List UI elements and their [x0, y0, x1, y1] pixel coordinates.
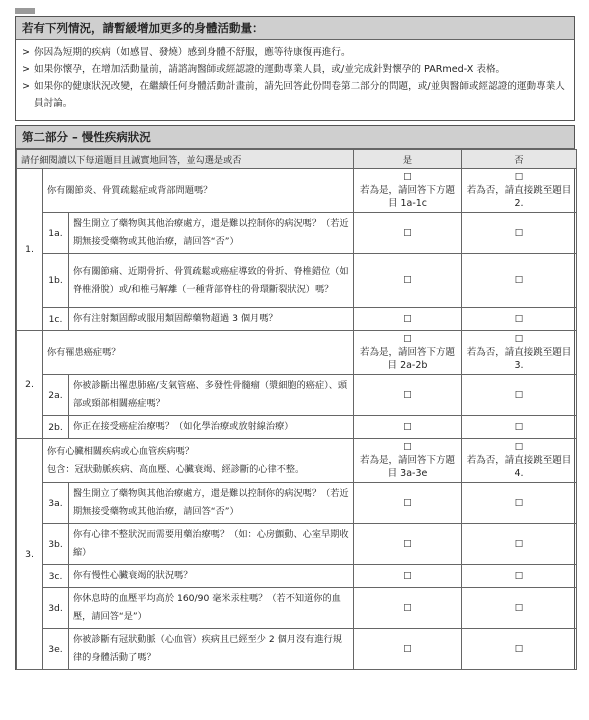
- subquestion-id: 3c.: [43, 565, 69, 588]
- subquestion-id: 3d.: [43, 588, 69, 629]
- subquestion-id: 1c.: [43, 308, 69, 331]
- subquestion-text: 你被診斷出罹患肺癌/支氣管癌、多發性骨髓瘤（漿細胞的癌症）、頭部或頸部相關癌症嗎？: [69, 375, 354, 416]
- yes-checkbox[interactable]: ☐: [354, 483, 462, 524]
- question-text-cell: [43, 439, 354, 483]
- yes-checkbox[interactable]: ☐: [403, 442, 412, 453]
- question-row-1: [17, 169, 577, 213]
- subquestion-id: 2b.: [43, 416, 69, 439]
- subquestion-text: 醫生開立了藥物與其他治療處方，還是難以控制你的病況嗎？（若近期無接受藥物或其他治療，請回答“否”）: [69, 483, 354, 524]
- question-text: 你有罹患癌症嗎？: [43, 331, 354, 375]
- top-marker: [15, 8, 35, 14]
- yes-checkbox[interactable]: ☐: [354, 524, 462, 565]
- subquestion-row-2a: [17, 375, 577, 416]
- question-row-3: [17, 439, 577, 483]
- yes-checkbox[interactable]: ☐: [354, 213, 462, 254]
- no-checkbox[interactable]: ☐: [462, 254, 577, 308]
- subquestion-row-1c: [17, 308, 577, 331]
- arrow-icon: >: [22, 47, 31, 58]
- no-checkbox[interactable]: ☐: [462, 524, 577, 565]
- question-subtext: 包含：冠狀動脈疾病、高血壓、心臟衰竭、經診斷的心律不整。: [47, 463, 305, 475]
- no-checkbox[interactable]: ☐: [462, 483, 577, 524]
- subquestion-row-3e: [17, 629, 577, 670]
- no-checkbox[interactable]: ☐: [462, 308, 577, 331]
- caution-item: [22, 44, 568, 61]
- yes-cell: [354, 439, 462, 483]
- arrow-icon: >: [22, 64, 31, 75]
- subquestion-id: 3e.: [43, 629, 69, 670]
- question-number: 2.: [17, 331, 43, 439]
- yes-checkbox[interactable]: ☐: [354, 565, 462, 588]
- subquestion-text: 醫生開立了藥物與其他治療處方，還是難以控制你的病況嗎？（若近期無接受藥物或其他治療，請回答“否”）: [69, 213, 354, 254]
- caution-text: 如果你懷孕，在增加活動量前，請諮詢醫師或經認證的運動專業人員，或/並完成針對懷孕的 PARmed-X 表格。: [34, 64, 506, 75]
- caution-heading: 若有下列情況，請暫緩增加更多的身體活動量：: [16, 17, 574, 40]
- subquestion-text: 你正在接受癌症治療嗎？（如化學治療或放射線治療）: [69, 416, 354, 439]
- subquestion-text: 你休息時的血壓平均高於 160/90 毫米汞柱嗎？（若不知道你的血壓，請回答“是”）: [69, 588, 354, 629]
- yes-cell: [354, 169, 462, 213]
- question-text: 你有關節炎、骨質疏鬆症或背部問題嗎？: [43, 169, 354, 213]
- subquestion-id: 3b.: [43, 524, 69, 565]
- instructions-text: 請仔細閱讀以下每道題目且誠實地回答，並勾選是或否: [17, 150, 354, 169]
- subquestion-text: 你被診斷有冠狀動脈（心血管）疾病且已經至少 2 個月沒有進行規律的身體活動了嗎？: [69, 629, 354, 670]
- no-note: 若為否，請直接跳至題目 3.: [466, 347, 572, 371]
- caution-list: [16, 40, 574, 120]
- no-note: 若為否，請直接跳至題目 4.: [466, 455, 572, 479]
- caution-item: [22, 78, 568, 112]
- yes-checkbox[interactable]: ☐: [354, 629, 462, 670]
- caution-item: [22, 61, 568, 78]
- yes-cell: [354, 331, 462, 375]
- yes-note: 若為是，請回答下方題目 3a-3e: [359, 455, 455, 479]
- yes-checkbox[interactable]: ☐: [354, 416, 462, 439]
- yes-column-header: 是: [354, 150, 462, 169]
- subquestion-id: 1b.: [43, 254, 69, 308]
- no-checkbox[interactable]: ☐: [462, 588, 577, 629]
- yes-checkbox[interactable]: ☐: [354, 588, 462, 629]
- question-row-2: [17, 331, 577, 375]
- subquestion-row-3d: [17, 588, 577, 629]
- no-checkbox[interactable]: ☐: [462, 375, 577, 416]
- no-checkbox[interactable]: ☐: [514, 172, 524, 183]
- subquestion-text: 你有心律不整狀況而需要用藥治療嗎？（如：心房顫動、心室早期收縮）: [69, 524, 354, 565]
- yes-checkbox[interactable]: ☐: [354, 308, 462, 331]
- no-checkbox[interactable]: ☐: [462, 629, 577, 670]
- questions-table: [16, 149, 577, 670]
- question-number: 3.: [17, 439, 43, 670]
- yes-checkbox[interactable]: ☐: [403, 334, 412, 345]
- subquestion-row-3b: [17, 524, 577, 565]
- question-number: 1.: [17, 169, 43, 331]
- subquestion-row-1b: [17, 254, 577, 308]
- yes-checkbox[interactable]: ☐: [354, 375, 462, 416]
- no-checkbox[interactable]: ☐: [462, 213, 577, 254]
- part2-title: 第二部分 – 慢性疾病狀況: [16, 126, 574, 149]
- no-checkbox[interactable]: ☐: [514, 334, 524, 345]
- arrow-icon: >: [22, 81, 31, 92]
- subquestion-text: 你有慢性心臟衰竭的狀況嗎？: [69, 565, 354, 588]
- subquestion-id: 2a.: [43, 375, 69, 416]
- subquestion-row-3a: [17, 483, 577, 524]
- yes-note: 若為是，請回答下方題目 1a-1c: [359, 185, 455, 209]
- no-checkbox[interactable]: ☐: [514, 442, 524, 453]
- no-checkbox[interactable]: ☐: [462, 565, 577, 588]
- caution-text: 如果你的健康狀況改變，在繼續任何身體活動計畫前，請先回答此份問卷第二部分的問題，或/並與醫師或經認證的運動專業人員討論。: [34, 81, 565, 109]
- subquestion-row-3c: [17, 565, 577, 588]
- subquestion-id: 1a.: [43, 213, 69, 254]
- subquestion-text: 你有關節痛、近期骨折、骨質疏鬆或癌症導致的骨折、脊椎錯位（如脊椎滑脫）或/和椎弓解離（一種背部脊柱的骨環斷裂狀況）嗎？: [69, 254, 354, 308]
- no-checkbox[interactable]: ☐: [462, 416, 577, 439]
- questionnaire-page: [15, 8, 575, 670]
- subquestion-text: 你有注射類固醇或服用類固醇藥物超過 3 個月嗎？: [69, 308, 354, 331]
- subquestion-row-2b: [17, 416, 577, 439]
- yes-note: 若為是，請回答下方題目 2a-2b: [359, 347, 455, 371]
- yes-checkbox[interactable]: ☐: [403, 172, 412, 183]
- question-text: 你有心臟相關疾病或心血管疾病嗎？: [47, 445, 194, 457]
- subquestion-id: 3a.: [43, 483, 69, 524]
- no-cell: [462, 331, 577, 375]
- yes-checkbox[interactable]: ☐: [354, 254, 462, 308]
- no-column-header: 否: [462, 150, 577, 169]
- no-cell: [462, 439, 577, 483]
- subquestion-row-1a: [17, 213, 577, 254]
- no-cell: [462, 169, 577, 213]
- part2-section: [15, 125, 575, 670]
- no-note: 若為否，請直接跳至題目 2.: [466, 185, 572, 209]
- caution-text: 你因為短期的疾病（如感冒、發燒）感到身體不舒服，應等待康復再進行。: [34, 47, 351, 58]
- table-header: [17, 150, 577, 169]
- caution-box: [15, 16, 575, 121]
